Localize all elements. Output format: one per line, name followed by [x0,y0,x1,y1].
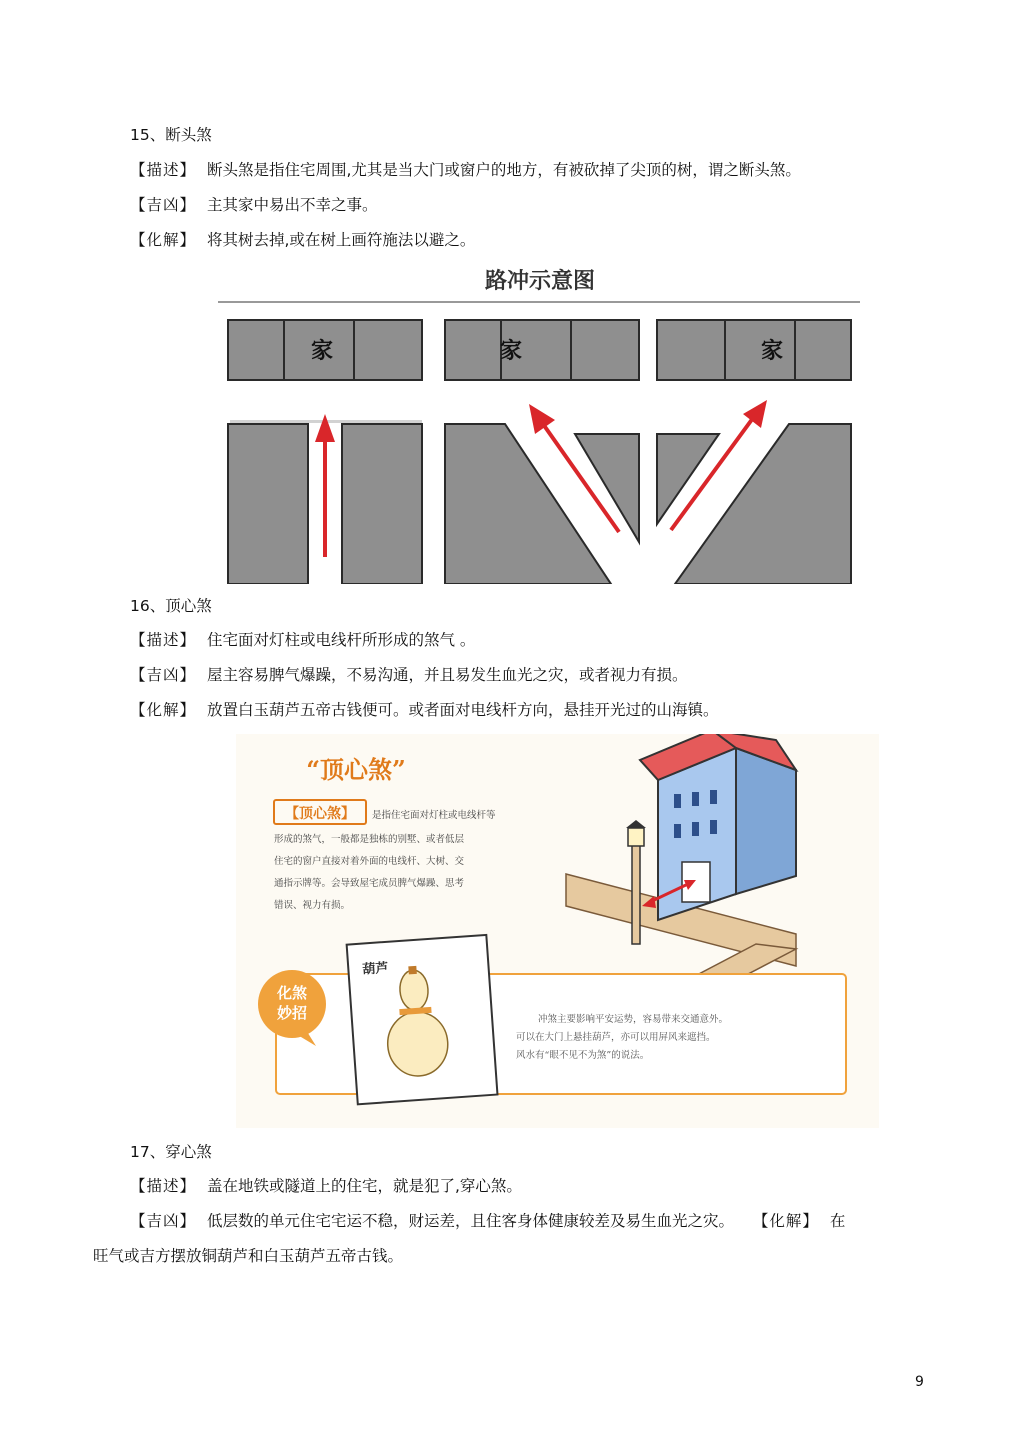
section-17-remedy-continued: 旺气或吉方摆放铜葫芦和白玉葫芦五帝古钱。 [93,1247,404,1265]
section-16-heading: 16、顶心煞 [130,597,212,615]
description-text: 住宅面对灯柱或电线杆所形成的煞气 。 [206,631,476,649]
explanation-line: 住宅的窗户直接对着外面的电线杆、大树、交 [274,856,465,867]
ding-xin-sha-illustration [236,734,879,1128]
remedy-text: 放置白玉葫芦五帝古钱便可。或者面对电线杆方向，悬挂开光过的山海镇。 [206,701,719,719]
badge-text: 化煞 [276,984,308,1002]
badge-text: 妙招 [276,1004,308,1022]
fortune-tag: 【吉凶】 [130,666,197,684]
remedy-text: 将其树去掉,或在树上画符施法以避之。 [206,231,476,249]
section-16-remedy [130,699,718,721]
tip-line: 可以在大门上悬挂葫芦，亦可以用屏风来遮挡。 [516,1032,716,1043]
panel-diagonal-road-right [655,318,853,584]
term-label: 【顶心煞】 [285,806,355,822]
section-15-remedy [130,229,475,251]
section-17-description [130,1175,522,1197]
fortune-text: 低层数的单元住宅宅运不稳，财运差，且住客身体健康较差及易生血光之灾。 [206,1212,734,1230]
gourd-card [347,935,498,1104]
fortune-tag: 【吉凶】 [130,196,197,214]
section-16-description [130,629,475,651]
house-label: 家 [499,338,523,364]
tip-line: 风水有“眼不见不为煞”的说法。 [516,1050,650,1061]
section-17-heading: 17、穿心煞 [130,1143,212,1161]
fortune-text: 主其家中易出不幸之事。 [206,196,378,214]
house-label: 家 [310,338,334,364]
description-text: 盖在地铁或隧道上的住宅，就是犯了,穿心煞。 [206,1177,522,1195]
remedy-text-start: 在 [829,1212,846,1230]
diagram-title: 路冲示意图 [484,268,596,294]
explanation-line: 错误、视力有损。 [274,900,351,911]
explanation-line: 通指示牌等。会导致屋宅成员脾气爆躁、思考 [274,878,465,889]
explanation-line: 形成的煞气，一般都是独栋的别墅、或者低层 [274,834,465,845]
remedy-tag: 【化解】 [130,701,197,719]
panel-straight-road [226,318,425,584]
section-15-fortune [130,194,377,216]
fortune-text: 屋主容易脾气爆躁，不易沟通，并且易发生血光之灾，或者视力有损。 [206,666,688,684]
explanation-line: 是指住宅面对灯柱或电线杆等 [372,810,496,821]
tip-line: 冲煞主要影响平安运势，容易带来交通意外。 [538,1014,729,1025]
house-label: 家 [760,338,784,364]
description-text: 断头煞是指住宅周围,尤其是当大门或窗户的地方，有被砍掉了尖顶的树，谓之断头煞。 [206,161,801,179]
gourd-label: 葫芦 [361,960,389,978]
description-tag: 【描述】 [130,161,197,179]
section-16-fortune [130,664,687,686]
page-number: 9 [915,1374,924,1390]
remedy-tag: 【化解】 [130,231,197,249]
road-rush-diagram [215,262,865,584]
description-tag: 【描述】 [130,631,197,649]
section-15-heading: 15、断头煞 [130,126,212,144]
panel-diagonal-road-left [443,318,641,584]
remedy-tag: 【化解】 [752,1212,819,1230]
section-17-fortune-remedy [130,1210,845,1232]
section-15-description [130,159,801,181]
fortune-tag: 【吉凶】 [130,1212,197,1230]
description-tag: 【描述】 [130,1177,197,1195]
illustration-title: “顶心煞” [306,755,406,784]
